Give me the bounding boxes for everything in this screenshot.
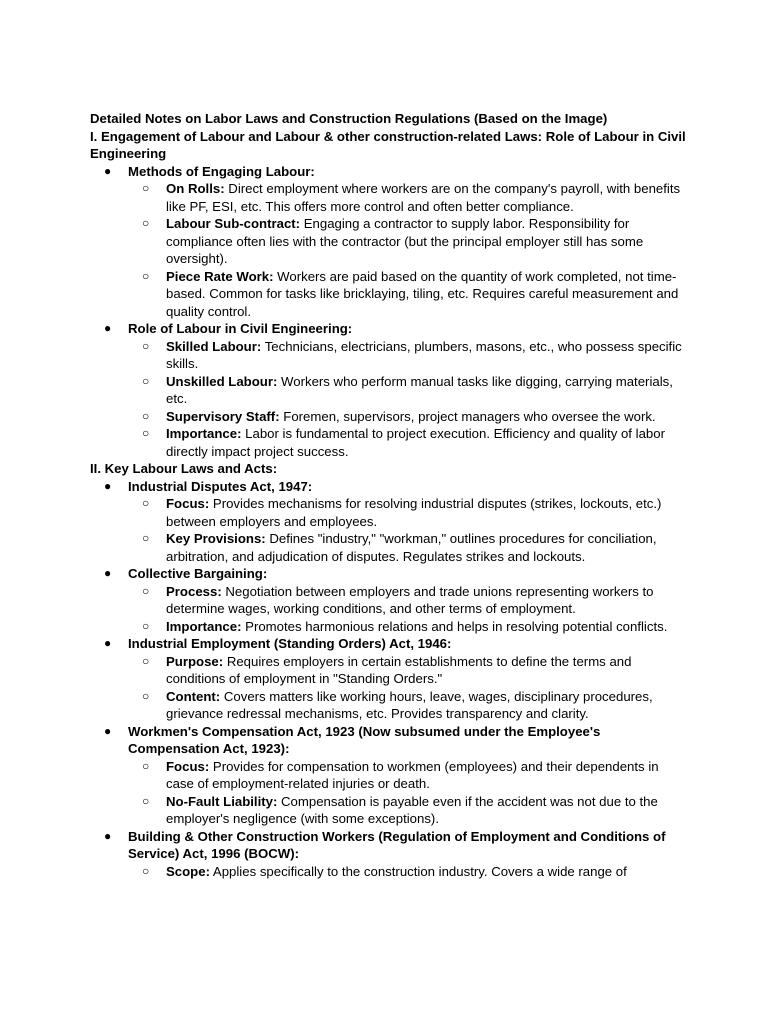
hollow-bullet-icon: ○ <box>142 426 150 440</box>
sub-list-item <box>128 425 690 460</box>
term-description: Technicians, electricians, plumbers, masons, etc., who possess specific skills. <box>166 338 682 371</box>
term-description: Workers are paid based on the quantity of work completed, not time-based. Common for tasks like bricklaying, tiling, etc. Requires careful measurement and quality control. <box>166 268 679 319</box>
list-item-label: Building & Other Construction Workers (Regulation of Employment and Conditions of Service) Act, 1996 (BOCW): <box>128 828 666 861</box>
list-item <box>90 565 690 635</box>
term-label: Content: <box>166 688 221 704</box>
term-description: Defines "industry," "workman," outlines procedures for conciliation, arbitration, and adjudication of disputes. Regulates strikes and lockouts. <box>166 531 657 564</box>
term-label: On Rolls: <box>166 181 225 196</box>
sub-list-item <box>128 180 690 215</box>
list-item <box>90 163 690 321</box>
sub-bullet-list <box>128 338 690 461</box>
term-description: Provides mechanisms for resolving industrial disputes (strikes, lockouts, etc.) between employers and employees. <box>166 496 662 529</box>
term-description: Direct employment where workers are on the company's payroll, with benefits like PF, ESI, etc. This offers more control and often better compliance. <box>166 181 681 214</box>
filled-bullet-icon: ● <box>104 566 112 580</box>
term-description: Requires employers in certain establishments to define the terms and conditions of employment in "Standing Orders." <box>166 653 632 686</box>
hollow-bullet-icon: ○ <box>142 181 150 195</box>
hollow-bullet-icon: ○ <box>142 863 150 878</box>
sub-list-item <box>128 373 690 408</box>
hollow-bullet-icon: ○ <box>142 408 150 423</box>
sub-list-item <box>128 338 690 373</box>
list-item <box>90 320 690 460</box>
sub-list-item <box>128 268 690 321</box>
term-description: Engaging a contractor to supply labor. Responsibility for compliance often lies with the contractor (but the principal employer still has some oversight). <box>166 216 644 266</box>
sub-bullet-list <box>128 863 690 881</box>
document-body <box>90 128 690 881</box>
term-description: Foremen, supervisors, project managers who oversee the work. <box>279 408 656 424</box>
sub-list-item <box>128 653 690 688</box>
term-label: Focus: <box>166 758 210 774</box>
bullet-list <box>90 163 690 461</box>
hollow-bullet-icon: ○ <box>142 531 150 545</box>
hollow-bullet-icon: ○ <box>142 793 150 808</box>
term-label: Unskilled Labour: <box>166 373 278 389</box>
term-description: Promotes harmonious relations and helps in resolving potential conflicts. <box>241 618 668 634</box>
term-label: Process: <box>166 583 222 599</box>
filled-bullet-icon: ● <box>104 321 112 335</box>
sub-list-item <box>128 793 690 828</box>
section-heading: II. Key Labour Laws and Acts: <box>90 461 278 476</box>
sub-list-item <box>128 215 690 268</box>
hollow-bullet-icon: ○ <box>142 758 150 773</box>
list-item <box>90 828 690 881</box>
sub-list-item <box>128 495 690 530</box>
filled-bullet-icon: ● <box>104 723 112 738</box>
filled-bullet-icon: ● <box>104 828 112 843</box>
term-label: Skilled Labour: <box>166 338 262 354</box>
section-heading: I. Engagement of Labour and Labour & other construction-related Laws: Role of Labour in Civil Engineering <box>90 128 686 161</box>
sub-bullet-list <box>128 180 690 320</box>
document-title: Detailed Notes on Labor Laws and Construction Regulations (Based on the Image) <box>90 111 608 126</box>
hollow-bullet-icon: ○ <box>142 216 150 230</box>
sub-bullet-list <box>128 495 690 565</box>
sub-bullet-list <box>128 758 690 828</box>
hollow-bullet-icon: ○ <box>142 653 150 668</box>
term-label: Purpose: <box>166 653 224 669</box>
filled-bullet-icon: ● <box>104 163 112 178</box>
hollow-bullet-icon: ○ <box>142 688 150 703</box>
list-item-label: Industrial Employment (Standing Orders) Act, 1946: <box>128 636 452 651</box>
term-label: Key Provisions: <box>166 531 266 546</box>
sub-list-item <box>128 863 690 881</box>
term-label: Labour Sub-contract: <box>166 216 301 231</box>
sub-list-item <box>128 408 690 426</box>
term-label: Importance: <box>166 426 242 441</box>
hollow-bullet-icon: ○ <box>142 268 150 283</box>
term-label: Supervisory Staff: <box>166 408 280 424</box>
hollow-bullet-icon: ○ <box>142 338 150 353</box>
sub-list-item <box>128 618 690 636</box>
list-item <box>90 478 690 566</box>
list-item <box>90 723 690 828</box>
term-description: Applies specifically to the construction industry. Covers a wide range of <box>209 863 627 879</box>
term-description: Workers who perform manual tasks like digging, carrying materials, etc. <box>166 373 673 406</box>
sub-list-item <box>128 758 690 793</box>
list-item-label: Collective Bargaining: <box>128 566 268 581</box>
hollow-bullet-icon: ○ <box>142 496 150 510</box>
hollow-bullet-icon: ○ <box>142 373 150 388</box>
list-item-label: Role of Labour in Civil Engineering: <box>128 321 353 336</box>
filled-bullet-icon: ● <box>104 636 112 650</box>
hollow-bullet-icon: ○ <box>142 583 150 598</box>
sub-bullet-list <box>128 653 690 723</box>
term-description: Labor is fundamental to project execution. Efficiency and quality of labor directly impact project success. <box>166 426 665 459</box>
term-label: Piece Rate Work: <box>166 268 274 284</box>
sub-bullet-list <box>128 583 690 636</box>
term-description: Negotiation between employers and trade unions representing workers to determine wages, working conditions, and other terms of employment. <box>166 583 654 616</box>
document-page <box>90 110 690 880</box>
list-item-label: Methods of Engaging Labour: <box>128 163 315 179</box>
list-item-label: Workmen's Compensation Act, 1923 (Now subsumed under the Employee's Compensation Act, 1923): <box>128 723 601 756</box>
term-description: Compensation is payable even if the accident was not due to the employer's negligence (with some exceptions). <box>166 793 658 826</box>
term-label: Importance: <box>166 618 242 634</box>
bullet-list <box>90 478 690 881</box>
hollow-bullet-icon: ○ <box>142 618 150 633</box>
term-description: Provides for compensation to workmen (employees) and their dependents in case of employment-related injuries or death. <box>166 758 659 791</box>
sub-list-item <box>128 688 690 723</box>
filled-bullet-icon: ● <box>104 478 112 493</box>
list-item <box>90 635 690 723</box>
term-description: Covers matters like working hours, leave, wages, disciplinary procedures, grievance redressal mechanisms, etc. Provides transparency and clarity. <box>166 688 653 721</box>
sub-list-item <box>128 583 690 618</box>
term-label: No-Fault Liability: <box>166 793 278 809</box>
term-label: Scope: <box>166 863 210 879</box>
term-label: Focus: <box>166 496 210 511</box>
list-item-label: Industrial Disputes Act, 1947: <box>128 478 313 494</box>
sub-list-item <box>128 530 690 565</box>
